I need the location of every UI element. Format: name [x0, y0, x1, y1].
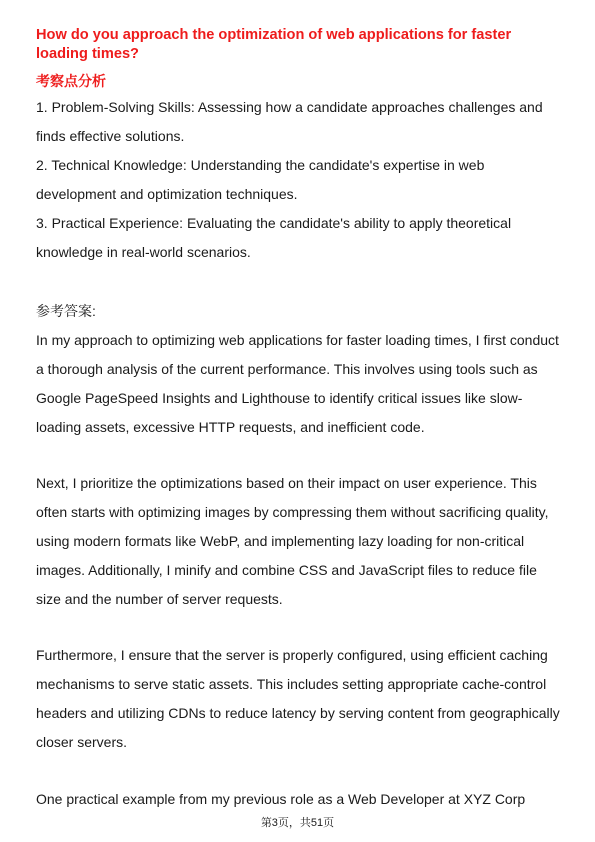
answer-paragraph-4: One practical example from my previous role as a Web Developer at XYZ Corp	[36, 791, 526, 807]
analysis-point-1: 1. Problem-Solving Skills: Assessing how a candidate approaches challenges and finds effective solutions.	[36, 99, 543, 144]
page-number-footer: 第3页，共51页	[260, 817, 335, 829]
answer-paragraph-2: Next, I prioritize the optimizations based on their impact on user experience. This often starts with optimizing images by compressing them without sacrificing quality, using modern formats like WebP, and implementing lazy loading for non-critical images. Additionally, I minify and combine CSS and JavaScript files to reduce file size and the number of server requests.	[36, 475, 549, 607]
answer-paragraph-3: Furthermore, I ensure that the server is properly configured, using efficient caching mechanisms to serve static assets. This includes setting appropriate cache-control headers and utilizing CDNs to reduce latency by serving content from geographically closer servers.	[36, 647, 560, 750]
analysis-point-2: 2. Technical Knowledge: Understanding the candidate's expertise in web development and optimization techniques.	[36, 157, 485, 202]
answer-paragraph-1: In my approach to optimizing web applications for faster loading times, I first conduct a thorough analysis of the current performance. This involves using tools such as Google PageSpeed Insights and Lighthouse to identify critical issues like slow-loading assets, excessive HTTP requests, and inefficient code.	[36, 332, 559, 435]
question-title: How do you approach the optimization of web applications for faster loading times?	[36, 27, 512, 62]
answer-heading: 参考答案:	[36, 303, 96, 319]
analysis-point-3: 3. Practical Experience: Evaluating the candidate's ability to apply theoretical knowledge in real-world scenarios.	[36, 215, 512, 260]
analysis-heading: 考察点分析	[36, 73, 106, 89]
